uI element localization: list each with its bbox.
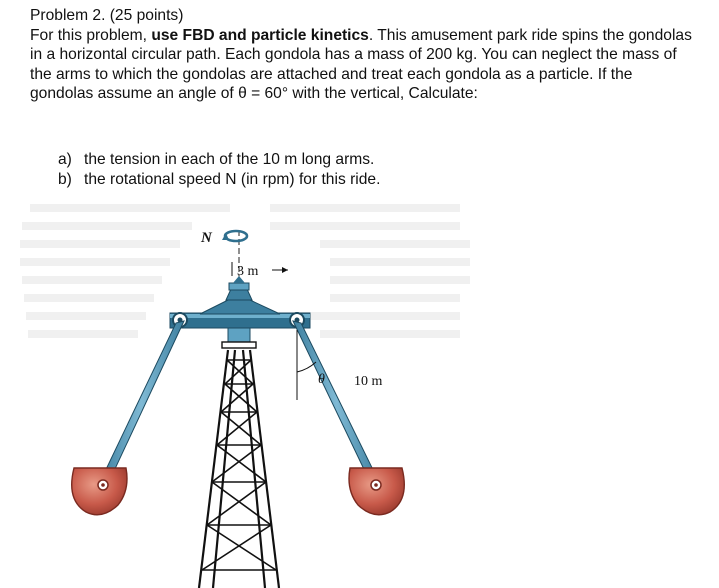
angle-label: θ bbox=[318, 372, 325, 387]
speed-label: N bbox=[201, 230, 212, 246]
lattice-tower bbox=[199, 350, 279, 588]
question-a-label: a) bbox=[58, 151, 72, 168]
problem-text: . This amusement park ride spins the gondolas in a horizontal circular path. Each gondola has a mass of 200 kg. You can neglect the mass of the arms to which the gondolas are attached and treat each gondola as a particle. If the gondolas assume an angle of θ = 60° with the vertical, Calculate: bbox=[30, 26, 692, 103]
left-arm bbox=[99, 321, 184, 486]
tower-neck bbox=[228, 328, 250, 342]
horizontal-beam bbox=[170, 300, 310, 328]
problem-heading: Problem 2. (25 points) bbox=[30, 7, 184, 24]
question-b-label: b) bbox=[58, 170, 72, 188]
rotation-arrow-icon bbox=[222, 231, 247, 241]
question-a-text: the tension in each of the 10 m long arms. bbox=[84, 151, 375, 168]
right-arm bbox=[293, 321, 380, 486]
top-cap bbox=[226, 276, 252, 300]
offset-label: 3 m bbox=[237, 264, 259, 279]
intro-emphasis: use FBD and particle kinetics bbox=[151, 26, 369, 44]
intro-prefix: For this problem, bbox=[30, 26, 147, 44]
question-b-text: the rotational speed N (in rpm) for this ride. bbox=[84, 170, 381, 188]
arm-length-label: 10 m bbox=[354, 374, 383, 389]
right-gondola bbox=[349, 468, 404, 515]
left-gondola bbox=[72, 468, 127, 515]
